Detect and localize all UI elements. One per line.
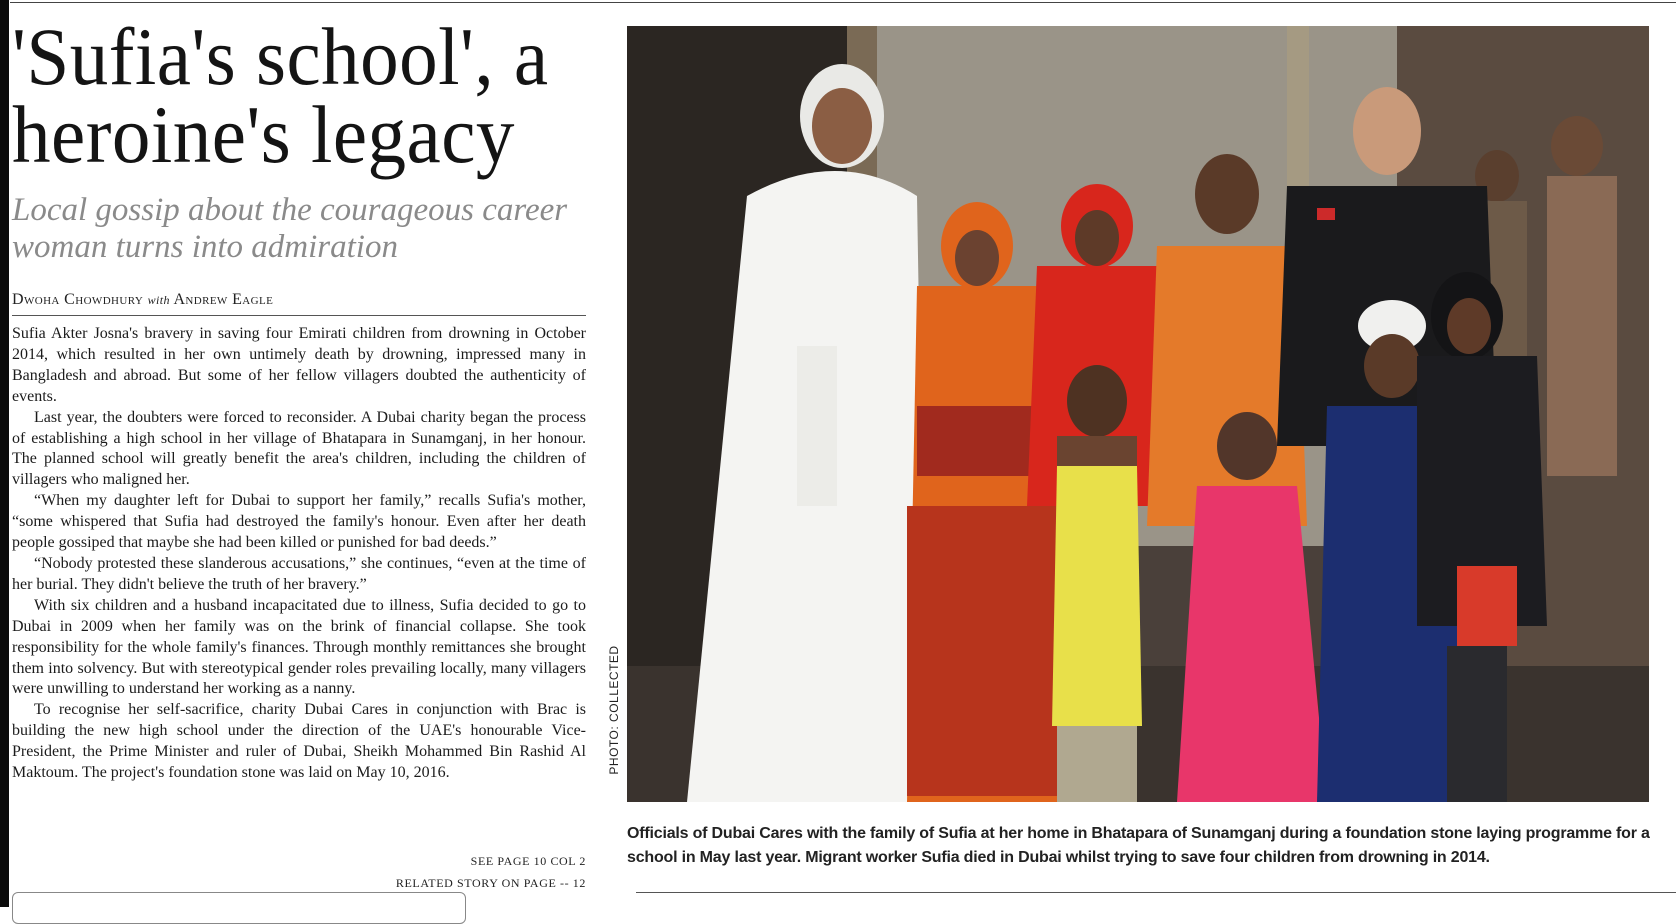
byline-author: Dwoha Chowdhury	[12, 291, 144, 308]
article-body	[12, 324, 586, 784]
photo-caption: Officials of Dubai Cares with the family of Sufia at her home in Bhatapara of Sunamganj during a foundation stone laying programme for a school in May last year. Migrant worker Sufia died in Dubai whilst trying to save four children from drowning in 2014.	[627, 825, 1650, 866]
page-references	[12, 850, 586, 894]
paragraph: “When my daughter left for Dubai to support her family,” recalls Sufia's mother, “some whispered that Sufia had destroyed the family's honour. Even after her death people gossiped that maybe she had been killed or punished for bad deeds.”	[12, 492, 586, 552]
byline-with: with	[147, 293, 170, 307]
byline-rule	[12, 315, 586, 316]
bottom-rule	[636, 892, 1676, 893]
photo-credit: PHOTO: COLLECTED	[607, 645, 621, 775]
see-page-link[interactable]: SEE PAGE 10 COL 2	[470, 854, 586, 868]
headline: 'Sufia's school', a heroine's legacy	[12, 11, 549, 180]
article	[12, 11, 586, 890]
paragraph: With six children and a husband incapacitated due to illness, Sufia decided to go to Dubai in 2009 when her family was on the brink of financial collapse. She took responsibility for the whole family's finances. Through monthly remittances she brought them into solvency. But with stereotypical gender roles prevailing locally, many villagers were unwilling to understand her working as a nanny.	[12, 596, 586, 698]
page-edge-strip	[0, 0, 9, 907]
paragraph: Sufia Akter Josna's bravery in saving four Emirati children from drowning in October 2014, which resulted in her own untimely death by drowning, impressed many in Bangladesh and abroad. But some of her fellow villagers doubted the authenticity of events.	[12, 325, 586, 405]
next-article-box	[12, 892, 466, 924]
related-story-link[interactable]: RELATED STORY ON PAGE -- 12	[395, 876, 586, 890]
top-rule	[10, 2, 1676, 3]
paragraph: To recognise her self-sacrifice, charity Dubai Cares in conjunction with Brac is building the new high school under the direction of the UAE's honourable Vice-President, the Prime Minister and ruler of Dubai, Sheikh Mohammed Bin Rashid Al Maktoum. The project's foundation stone was laid on May 10, 2016.	[12, 701, 586, 782]
subhead: Local gossip about the courageous career woman turns into admiration	[12, 192, 568, 265]
byline	[12, 291, 273, 309]
paragraph: Last year, the doubters were forced to reconsider. A Dubai charity began the process of establishing a high school in her village of Bhatapara in Sunamganj, in her honour. The planned school will greatly benefit the area's children, including the children of villagers who maligned her.	[12, 408, 586, 489]
paragraph: “Nobody protested these slanderous accusations,” she continues, “even at the time of her burial. They didn't believe the truth of her bravery.”	[12, 554, 586, 593]
group-photo-illustration	[627, 26, 1649, 802]
news-photo	[627, 26, 1649, 802]
byline-coauthor: Andrew Eagle	[173, 291, 274, 308]
